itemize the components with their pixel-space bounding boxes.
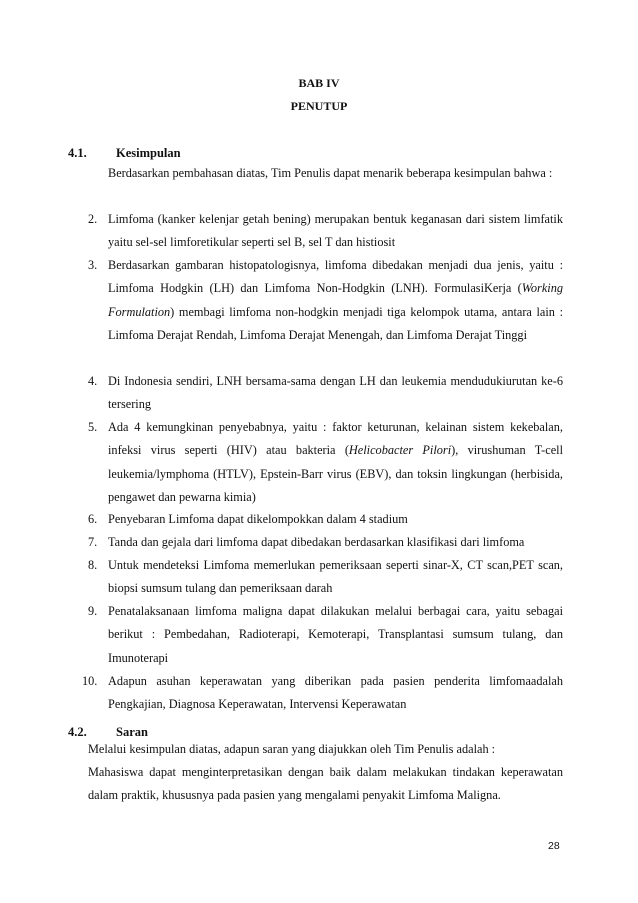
page-number: 28 [548,840,560,852]
list-item [88,600,563,670]
italic-term: Helicobacter Pilori [348,443,452,458]
list-number: 3. [88,258,98,272]
chapter-label: BAB IV [298,76,340,90]
list-text: Limfoma (kanker kelenjar getah bening) merupakan bentuk keganasan dari sistem limfatik yaitu sel-sel limforetikular seperti sel B, sel T dan histiosit [108,212,563,250]
list-text: Berdasarkan gambaran histopatologisnya, limfoma dibedakan menjadi dua jenis, yaitu : Limfoma Hodgkin (LH) dan Limfoma Non-Hodgkin (LNH). FormulasiKerja (Working Formulation) membagi limfoma non-hodgkin menjadi tiga kelompok utama, antara lain : Limfoma Derajat Rendah, Limfoma Derajat Menengah, dan Limfoma Derajat Tinggi [108,258,563,343]
list-text: Di Indonesia sendiri, LNH bersama-sama dengan LH dan leukemia mendudukiurutan ke-6 tersering [108,374,563,412]
list-number: 5. [88,420,98,434]
chapter-title: PENUTUP [290,99,348,113]
list-item [88,254,563,348]
section-heading-kesimpulan [68,146,181,161]
list-number: 6. [88,512,98,526]
list-text: Adapun asuhan keperawatan yang diberikan pada pasien penderita limfomaadalah Pengkajian, Diagnosa Keperawatan, Intervensi Keperawatan [108,674,563,712]
list-item [88,508,563,531]
list-item [88,554,563,601]
italic-term: Working Formulation [108,281,563,319]
section-title: Kesimpulan [116,146,181,160]
list-number: 9. [88,604,98,618]
list-text: Tanda dan gejala dari limfoma dapat dibedakan berdasarkan klasifikasi dari limfoma [108,535,525,549]
list-item [88,370,563,417]
section-number: 4.2. [68,725,87,739]
section-number: 4.1. [68,146,87,160]
list-text: Untuk mendeteksi Limfoma memerlukan pemeriksaan seperti sinar-X, CT scan,PET scan, biopsi sumsum tulang dan pemeriksaan darah [108,558,563,596]
list-number: 2. [88,212,98,226]
list-item [88,531,563,554]
list-number: 4. [88,374,98,388]
list-number: 10. [82,674,98,688]
saran-paragraph: Mahasiswa dapat menginterpretasikan dengan baik dalam melakukan tindakan keperawatan dalam praktik, khususnya pada pasien yang mengalami penyakit Limfoma Maligna. [88,765,563,803]
list-item [88,208,563,255]
section-title: Saran [116,725,148,739]
intro-paragraph: Berdasarkan pembahasan diatas, Tim Penulis dapat menarik beberapa kesimpulan bahwa : [108,166,553,180]
list-item [82,670,563,717]
list-number: 8. [88,558,98,572]
list-text: Penatalaksanaan limfoma maligna dapat dilakukan melalui berbagai cara, yaitu sebagai berikut : Pembedahan, Radioterapi, Kemoterapi, Transplantasi sumsum tulang, dan Imunoterapi [108,604,563,665]
saran-intro: Melalui kesimpulan diatas, adapun saran yang diajukkan oleh Tim Penulis adalah : [88,742,496,756]
list-number: 7. [88,535,98,549]
list-item [88,416,563,510]
list-text: Ada 4 kemungkinan penyebabnya, yaitu : faktor keturunan, kelainan sistem kekebalan, infeksi virus seperti (HIV) atau bakteria (Helicobacter Pilori), virushuman T-cell leukemia/lymphoma (HTLV), Epstein-Barr virus (EBV), dan toksin lingkungan (herbisida, pengawet dan pewarna kimia) [108,420,563,505]
list-text: Penyebaran Limfoma dapat dikelompokkan dalam 4 stadium [108,512,408,526]
